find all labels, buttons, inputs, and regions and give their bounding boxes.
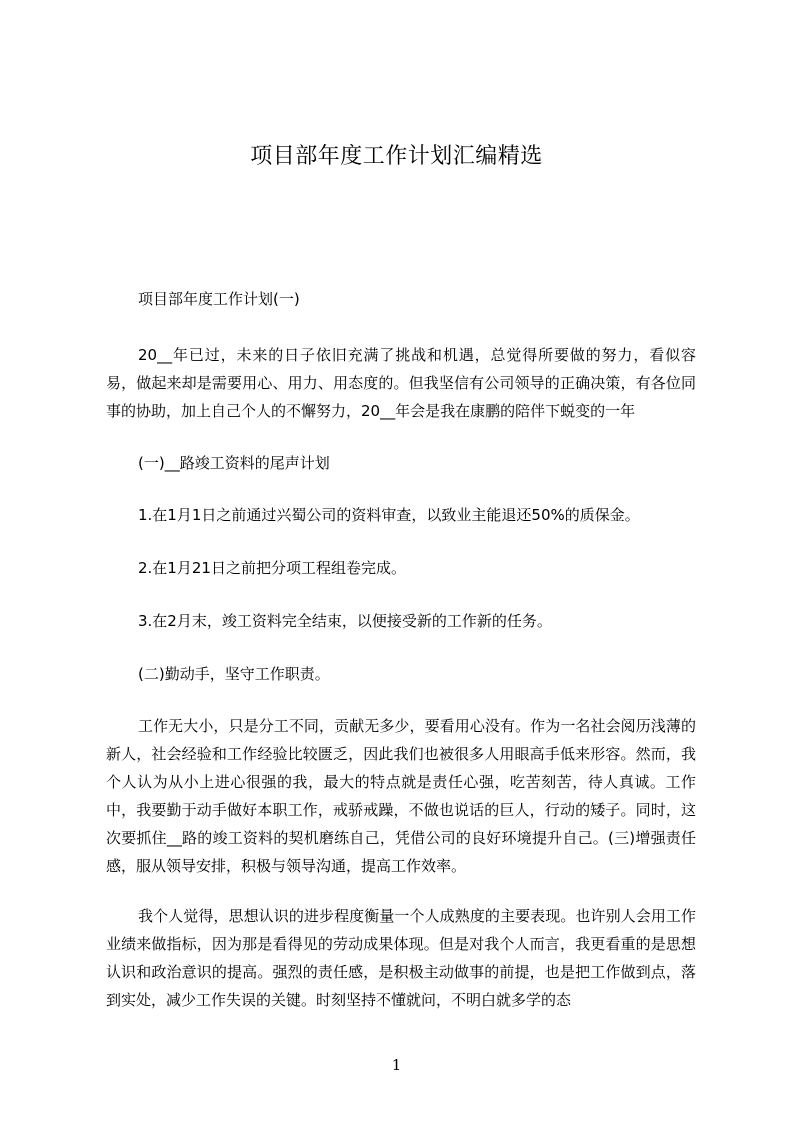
section-heading-completion-docs: (一)__路竣工资料的尾声计划	[138, 454, 330, 472]
paragraph-intro: 20__年已过，未来的日子依旧充满了挑战和机遇，总觉得所要做的努力，看似容易，做起来却是需要用心、用力、用态度的。但我坚信有公司领导的正确决策，有各位同事的协助，加上自己个人的不懈努力，20__年会是我在康鹏的陪伴下蜕变的一年	[106, 346, 696, 420]
paragraph-work-attitude: 工作无大小，只是分工不同，贡献无多少，要看用心没有。作为一名社会阅历浅薄的新人，社会经验和工作经验比较匮乏，因此我们也被很多人用眼高手低来形容。然而，我个人认为从小上进心很强的我，最大的特点就是责任心强，吃苦刻苦，待人真诚。工作中，我要勤于动手做好本职工作，戒骄戒躁，不做也说话的巨人，行动的矮子。同时，这次要抓住__路的竣工资料的契机磨练自己，凭借公司的良好环境提升自己。(三)增强责任感，服从领导安排，积极与领导沟通，提高工作效率。	[106, 717, 696, 875]
section-heading-diligence: (二)勤动手，坚守工作职责。	[138, 665, 330, 683]
list-item-3: 3.在2月末，竣工资料完全结束，以便接受新的工作新的任务。	[138, 612, 552, 630]
document-title: 项目部年度工作计划汇编精选	[250, 144, 543, 169]
page-number: 1	[391, 1056, 402, 1074]
list-item-2: 2.在1月21日之前把分项工程组卷完成。	[138, 559, 406, 577]
paragraph-responsibility: 我个人觉得，思想认识的进步程度衡量一个人成熟度的主要表现。也许别人会用工作业绩来做指标，因为那是看得见的劳动成果体现。但是对我个人而言，我更看重的是思想认识和政治意识的提高。强烈的责任感，是积极主动做事的前提，也是把工作做到点，落到实处，减少工作失误的关键。时刻坚持不懂就问，不明白就多学的态	[106, 907, 696, 1009]
section-heading-plan-one: 项目部年度工作计划(一)	[138, 290, 300, 308]
list-item-1: 1.在1月1日之前通过兴蜀公司的资料审查，以致业主能退还50%的质保金。	[138, 506, 640, 524]
